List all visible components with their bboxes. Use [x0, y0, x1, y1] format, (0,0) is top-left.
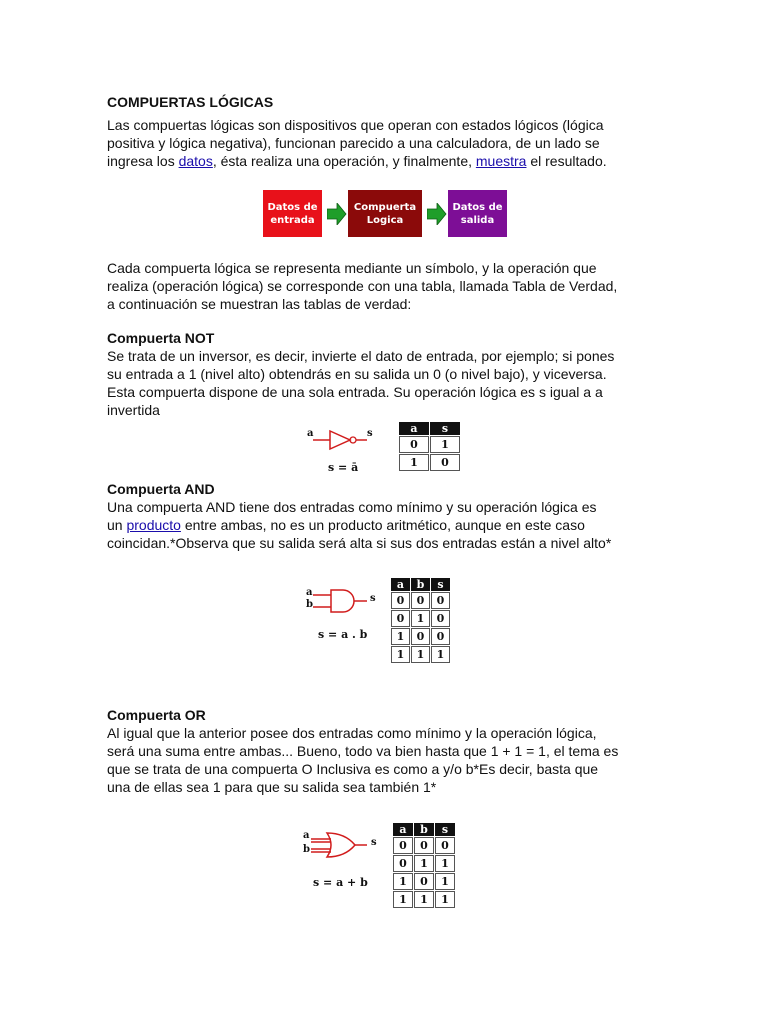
paragraph-line: será una suma entre ambas... Bueno, todo va bien hasta que 1 + 1 = 1, el tema es [107, 743, 619, 759]
or-output-label: s [371, 837, 377, 848]
and-input-a-label: a [306, 587, 313, 598]
table-row [393, 855, 455, 872]
and-gate-icon [313, 588, 369, 614]
paragraph-line: Esta compuerta dispone de una sola entrada. Su operación lógica es s igual a a [107, 384, 603, 400]
table-cell: 0 [431, 610, 450, 627]
and-truth-table [390, 577, 451, 664]
page-title: COMPUERTAS LÓGICAS [107, 94, 274, 110]
box-label: Datos de [267, 201, 318, 213]
column-header: s [431, 578, 450, 591]
intro-line-1: Las compuertas lógicas son dispositivos que operan con estados lógicos (lógica [107, 117, 604, 133]
intro-paragraph [107, 116, 667, 170]
table-row [393, 837, 455, 854]
paragraph-line: Se trata de un inversor, es decir, invierte el dato de entrada, por ejemplo; si pones [107, 348, 615, 364]
table-row [393, 873, 455, 890]
or-gate-icon [311, 831, 369, 859]
table-cell: 1 [391, 646, 410, 663]
table-cell: 1 [414, 891, 434, 908]
table-cell: 1 [411, 646, 430, 663]
paragraph-line: coincidan.*Observa que su salida será alta si sus dos entradas están a nivel alto* [107, 535, 612, 551]
paragraph-text: un [107, 517, 127, 533]
table-cell: 0 [431, 628, 450, 645]
paragraph-line: Una compuerta AND tiene dos entradas como mínimo y su operación lógica es [107, 499, 597, 515]
table-cell: 0 [411, 628, 430, 645]
paragraph-text: entre ambas, no es un producto aritmético, aunque en este caso [180, 517, 585, 533]
paragraph-line: Cada compuerta lógica se representa mediante un símbolo, y la operación que [107, 260, 597, 276]
table-cell: 1 [431, 646, 450, 663]
not-heading: Compuerta NOT [107, 330, 215, 346]
box-label: Datos de [452, 201, 503, 213]
intro-line-2: positiva y lógica negativa), funcionan parecido a una calculadora, de un lado se [107, 135, 600, 151]
input-data-box [263, 190, 322, 237]
or-description [107, 724, 677, 796]
table-header-row [391, 578, 450, 591]
and-input-b-label: b [306, 599, 313, 610]
column-header: a [391, 578, 410, 591]
not-description [107, 347, 667, 419]
and-formula: s = a . b [318, 628, 368, 641]
table-cell: 1 [430, 436, 460, 453]
table-cell: 0 [414, 837, 434, 854]
or-input-a-label: a [303, 830, 310, 841]
not-gate-icon [313, 428, 369, 452]
paragraph-line: su entrada a 1 (nivel alto) obtendrás en su salida un 0 (o nivel bajo), y viceversa. [107, 366, 607, 382]
datos-link[interactable]: datos [178, 153, 213, 169]
box-label: Compuerta [353, 201, 417, 213]
table-row [399, 454, 460, 471]
table-row [391, 628, 450, 645]
and-heading: Compuerta AND [107, 481, 215, 497]
table-cell: 0 [393, 855, 413, 872]
table-cell: 1 [399, 454, 429, 471]
table-cell: 1 [435, 855, 455, 872]
table-row [391, 592, 450, 609]
paragraph-line: a continuación se muestran las tablas de verdad: [107, 296, 412, 312]
table-cell: 1 [435, 873, 455, 890]
and-output-label: s [370, 593, 376, 604]
table-cell: 1 [393, 873, 413, 890]
or-formula: s = a + b [313, 876, 368, 889]
table-row [393, 891, 455, 908]
table-row [399, 436, 460, 453]
or-heading: Compuerta OR [107, 707, 206, 723]
box-label: entrada [270, 214, 315, 226]
table-cell: 0 [430, 454, 460, 471]
and-description [107, 498, 667, 552]
paragraph-line: que se trata de una compuerta O Inclusiva es como a y/o b*Es decir, basta que [107, 761, 599, 777]
not-output-label: s [367, 428, 373, 439]
paragraph-line: una de ellas sea 1 para que su salida sea también 1* [107, 779, 437, 795]
box-label: Logica [366, 214, 404, 226]
column-header: b [411, 578, 430, 591]
intro-line-3 [107, 152, 667, 170]
table-cell: 0 [431, 592, 450, 609]
column-header: a [393, 823, 413, 836]
table-cell: 1 [393, 891, 413, 908]
table-cell: 1 [435, 891, 455, 908]
not-truth-table [398, 421, 461, 472]
column-header: s [430, 422, 460, 435]
logic-gate-box [348, 190, 422, 237]
intro-text: ingresa los [107, 153, 179, 169]
table-cell: 0 [399, 436, 429, 453]
paragraph-line: realiza (operación lógica) se corresponde con una tabla, llamada Tabla de Verdad, [107, 278, 618, 294]
table-row [391, 646, 450, 663]
table-cell: 0 [393, 837, 413, 854]
not-input-label: a [307, 428, 314, 439]
table-cell: 1 [414, 855, 434, 872]
table-header-row [399, 422, 460, 435]
or-truth-table [392, 822, 456, 909]
intro-text: , ésta realiza una operación, y finalmente, [212, 153, 476, 169]
producto-link[interactable]: producto [126, 517, 181, 533]
table-cell: 0 [414, 873, 434, 890]
table-cell: 1 [391, 628, 410, 645]
flow-arrow-icon [327, 203, 347, 225]
muestra-link[interactable]: muestra [475, 153, 527, 169]
paragraph-line [107, 516, 667, 534]
column-header: b [414, 823, 434, 836]
paragraph-line: invertida [107, 402, 160, 418]
or-input-b-label: b [303, 844, 310, 855]
table-cell: 1 [411, 610, 430, 627]
paragraph-line: Al igual que la anterior posee dos entradas como mínimo y la operación lógica, [107, 725, 597, 741]
table-cell: 0 [391, 592, 410, 609]
column-header: a [399, 422, 429, 435]
table-header-row [393, 823, 455, 836]
table-cell: 0 [411, 592, 430, 609]
column-header: s [435, 823, 455, 836]
intro-text: el resultado. [526, 153, 607, 169]
table-cell: 0 [391, 610, 410, 627]
flow-arrow-icon [427, 203, 447, 225]
table-row [391, 610, 450, 627]
output-data-box [448, 190, 507, 237]
not-formula: s = ā [328, 461, 359, 474]
table-cell: 0 [435, 837, 455, 854]
truth-table-intro [107, 259, 667, 313]
box-label: salida [460, 214, 495, 226]
